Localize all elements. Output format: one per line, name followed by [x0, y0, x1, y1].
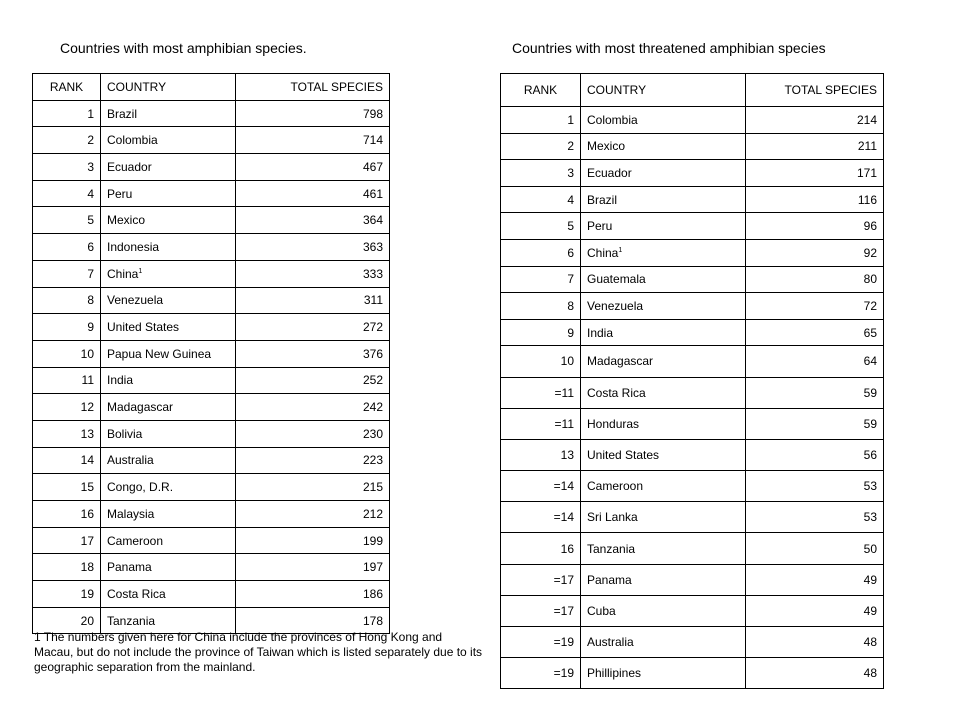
country-name: Colombia — [587, 112, 638, 127]
table-row — [501, 107, 884, 134]
total-cell: 49 — [746, 564, 884, 595]
footnote-marker: 1 — [618, 246, 623, 254]
rank-cell: 1 — [501, 107, 581, 134]
country-name: Venezuela — [107, 293, 164, 308]
country-name: Cameroon — [107, 533, 164, 548]
total-cell: 461 — [236, 180, 390, 207]
rank-cell: 9 — [501, 319, 581, 346]
table-row — [501, 502, 884, 533]
country-name: Tanzania — [107, 613, 156, 628]
table-row — [501, 377, 884, 408]
table-row — [33, 260, 390, 287]
total-cell: 214 — [746, 107, 884, 134]
table-row — [33, 127, 390, 154]
table-row — [33, 100, 390, 127]
total-cell: 92 — [746, 239, 884, 266]
table-row — [501, 564, 884, 595]
country-cell — [581, 658, 746, 689]
table-row — [501, 471, 884, 502]
rank-cell: =14 — [501, 502, 581, 533]
table-row — [501, 439, 884, 470]
total-cell: 49 — [746, 595, 884, 626]
country-name: Cuba — [587, 603, 616, 618]
country-cell — [101, 260, 236, 287]
country-name: Colombia — [107, 133, 158, 148]
table-row — [33, 234, 390, 261]
table-row — [33, 367, 390, 394]
total-header: TOTAL SPECIES — [746, 74, 884, 107]
table-row — [501, 533, 884, 564]
total-cell: 178 — [236, 607, 390, 634]
rank-cell: 14 — [33, 447, 101, 474]
country-name: Costa Rica — [107, 586, 166, 601]
rank-cell: 3 — [33, 154, 101, 181]
country-name: Panama — [107, 560, 152, 575]
total-cell: 56 — [746, 439, 884, 470]
total-cell: 50 — [746, 533, 884, 564]
country-name: Brazil — [107, 106, 138, 121]
country-cell — [581, 564, 746, 595]
rank-cell: =19 — [501, 627, 581, 658]
country-name: Mexico — [587, 139, 626, 154]
country-name: Peru — [587, 219, 613, 234]
table-row — [33, 314, 390, 341]
rank-cell: 2 — [501, 133, 581, 160]
country-name: Mexico — [107, 213, 146, 228]
table-row — [33, 447, 390, 474]
rank-cell: 17 — [33, 527, 101, 554]
total-cell: 272 — [236, 314, 390, 341]
country-cell — [581, 266, 746, 293]
country-cell — [581, 471, 746, 502]
total-cell: 252 — [236, 367, 390, 394]
table-row — [33, 340, 390, 367]
country-cell — [581, 213, 746, 240]
rank-cell: 18 — [33, 554, 101, 581]
total-cell: 48 — [746, 658, 884, 689]
total-cell: 171 — [746, 160, 884, 187]
total-cell: 714 — [236, 127, 390, 154]
table-row — [33, 501, 390, 528]
total-cell: 333 — [236, 260, 390, 287]
table-row — [501, 319, 884, 346]
total-cell: 72 — [746, 293, 884, 320]
table-row — [33, 180, 390, 207]
country-cell — [101, 447, 236, 474]
table-header-row — [501, 74, 884, 107]
rank-cell: =17 — [501, 595, 581, 626]
table-row — [501, 293, 884, 320]
table-row — [33, 394, 390, 421]
table-row — [33, 554, 390, 581]
rank-cell: 7 — [33, 260, 101, 287]
total-cell: 186 — [236, 581, 390, 608]
country-cell — [101, 314, 236, 341]
country-name: Bolivia — [107, 426, 143, 441]
country-name: Cameroon — [587, 479, 644, 494]
total-cell: 223 — [236, 447, 390, 474]
most-species-table — [32, 73, 390, 634]
country-cell — [101, 501, 236, 528]
country-cell — [581, 377, 746, 408]
total-cell: 96 — [746, 213, 884, 240]
total-cell: 48 — [746, 627, 884, 658]
country-cell — [581, 239, 746, 266]
table-row — [33, 527, 390, 554]
total-cell: 199 — [236, 527, 390, 554]
table-row — [501, 658, 884, 689]
rank-header: RANK — [501, 74, 581, 107]
total-cell: 798 — [236, 100, 390, 127]
total-cell: 212 — [236, 501, 390, 528]
rank-cell: =11 — [501, 408, 581, 439]
total-cell: 59 — [746, 408, 884, 439]
total-cell: 59 — [746, 377, 884, 408]
country-name: Madagascar — [587, 354, 654, 369]
country-cell — [101, 420, 236, 447]
left-table-title: Countries with most amphibian species. — [60, 40, 307, 56]
country-header: COUNTRY — [101, 74, 236, 101]
total-cell: 363 — [236, 234, 390, 261]
country-cell — [101, 474, 236, 501]
country-name: United States — [107, 320, 180, 335]
country-cell — [581, 627, 746, 658]
rank-cell: 2 — [33, 127, 101, 154]
rank-cell: 12 — [33, 394, 101, 421]
rank-cell: 8 — [33, 287, 101, 314]
country-cell — [581, 133, 746, 160]
total-cell: 376 — [236, 340, 390, 367]
rank-cell: 20 — [33, 607, 101, 634]
country-cell — [101, 367, 236, 394]
country-cell — [581, 346, 746, 377]
country-name: Guatemala — [587, 272, 646, 287]
table-row — [501, 133, 884, 160]
rank-cell: 13 — [501, 439, 581, 470]
country-name: Malaysia — [107, 506, 155, 521]
country-cell — [101, 394, 236, 421]
country-name: United States — [587, 448, 660, 462]
table-row — [501, 266, 884, 293]
country-name: China — [107, 266, 139, 281]
country-name: Congo, D.R. — [107, 480, 174, 495]
rank-cell: 16 — [33, 501, 101, 528]
country-name: Indonesia — [107, 239, 160, 254]
total-cell: 242 — [236, 394, 390, 421]
rank-cell: 11 — [33, 367, 101, 394]
table-row — [33, 581, 390, 608]
country-cell — [581, 293, 746, 320]
table-row — [501, 408, 884, 439]
country-cell — [101, 340, 236, 367]
country-cell — [581, 439, 746, 470]
country-cell — [101, 554, 236, 581]
table-row — [33, 207, 390, 234]
country-name: Ecuador — [107, 159, 152, 174]
table-row — [501, 595, 884, 626]
total-cell: 311 — [236, 287, 390, 314]
rank-cell: =11 — [501, 377, 581, 408]
country-name: Costa Rica — [587, 385, 646, 400]
country-cell — [581, 160, 746, 187]
rank-cell: 10 — [33, 340, 101, 367]
country-name: Panama — [587, 572, 632, 587]
country-name: India — [587, 325, 614, 340]
table-row — [501, 213, 884, 240]
most-threatened-table — [500, 73, 884, 689]
rank-cell: 7 — [501, 266, 581, 293]
rank-cell: 8 — [501, 293, 581, 320]
country-cell — [101, 154, 236, 181]
rank-cell: 13 — [33, 420, 101, 447]
rank-cell: =17 — [501, 564, 581, 595]
country-name: Brazil — [587, 192, 618, 207]
footnote-marker: 1 — [138, 267, 143, 275]
total-cell: 116 — [746, 186, 884, 213]
country-cell — [581, 533, 746, 564]
rank-cell: 6 — [501, 239, 581, 266]
table-header-row — [33, 74, 390, 101]
country-name: Papua New Guinea — [107, 346, 212, 361]
country-cell — [101, 287, 236, 314]
country-cell — [101, 234, 236, 261]
total-cell: 230 — [236, 420, 390, 447]
total-cell: 53 — [746, 502, 884, 533]
country-cell — [581, 107, 746, 134]
country-name: Australia — [107, 453, 154, 468]
total-cell: 64 — [746, 346, 884, 377]
country-name: Tanzania — [587, 541, 636, 556]
table-row — [33, 287, 390, 314]
rank-cell: 1 — [33, 100, 101, 127]
rank-cell: 10 — [501, 346, 581, 377]
country-name: Honduras — [587, 416, 640, 431]
table-row — [501, 186, 884, 213]
country-name: China — [587, 245, 619, 260]
table-row — [501, 239, 884, 266]
country-name: Venezuela — [587, 298, 644, 313]
country-name: Ecuador — [587, 165, 632, 180]
rank-cell: 9 — [33, 314, 101, 341]
rank-cell: 19 — [33, 581, 101, 608]
total-header: TOTAL SPECIES — [236, 74, 390, 101]
rank-cell: 15 — [33, 474, 101, 501]
country-cell — [581, 408, 746, 439]
table-row — [33, 474, 390, 501]
right-table-title: Countries with most threatened amphibian species — [512, 40, 826, 56]
table-row — [501, 346, 884, 377]
table-row — [501, 627, 884, 658]
total-cell: 364 — [236, 207, 390, 234]
country-cell — [101, 581, 236, 608]
rank-cell: 6 — [33, 234, 101, 261]
rank-cell: =14 — [501, 471, 581, 502]
country-name: Australia — [587, 635, 634, 650]
table-row — [33, 154, 390, 181]
country-name: Phillipines — [587, 666, 642, 681]
rank-cell: 5 — [501, 213, 581, 240]
country-name: Sri Lanka — [587, 510, 638, 525]
total-cell: 80 — [746, 266, 884, 293]
rank-cell: 3 — [501, 160, 581, 187]
country-name: Peru — [107, 186, 133, 201]
country-cell — [101, 527, 236, 554]
total-cell: 197 — [236, 554, 390, 581]
total-cell: 211 — [746, 133, 884, 160]
total-cell: 467 — [236, 154, 390, 181]
table-row — [501, 160, 884, 187]
country-cell — [581, 502, 746, 533]
country-header: COUNTRY — [581, 74, 746, 107]
table-row — [33, 420, 390, 447]
total-cell: 53 — [746, 471, 884, 502]
rank-cell: =19 — [501, 658, 581, 689]
total-cell: 65 — [746, 319, 884, 346]
rank-header: RANK — [33, 74, 101, 101]
country-cell — [581, 595, 746, 626]
country-cell — [101, 100, 236, 127]
footnote: 1 The numbers given here for China include the provinces of Hong Kong and Macau, but do not include the province of Taiwan which is listed separately due to its geographic separation from the mainland. — [34, 630, 483, 674]
rank-cell: 4 — [501, 186, 581, 213]
country-cell — [581, 319, 746, 346]
country-name: India — [107, 373, 134, 388]
country-cell — [581, 186, 746, 213]
country-name: Madagascar — [107, 400, 174, 415]
total-cell: 215 — [236, 474, 390, 501]
rank-cell: 4 — [33, 180, 101, 207]
rank-cell: 5 — [33, 207, 101, 234]
rank-cell: 16 — [501, 533, 581, 564]
country-cell — [101, 180, 236, 207]
country-cell — [101, 207, 236, 234]
country-cell — [101, 127, 236, 154]
